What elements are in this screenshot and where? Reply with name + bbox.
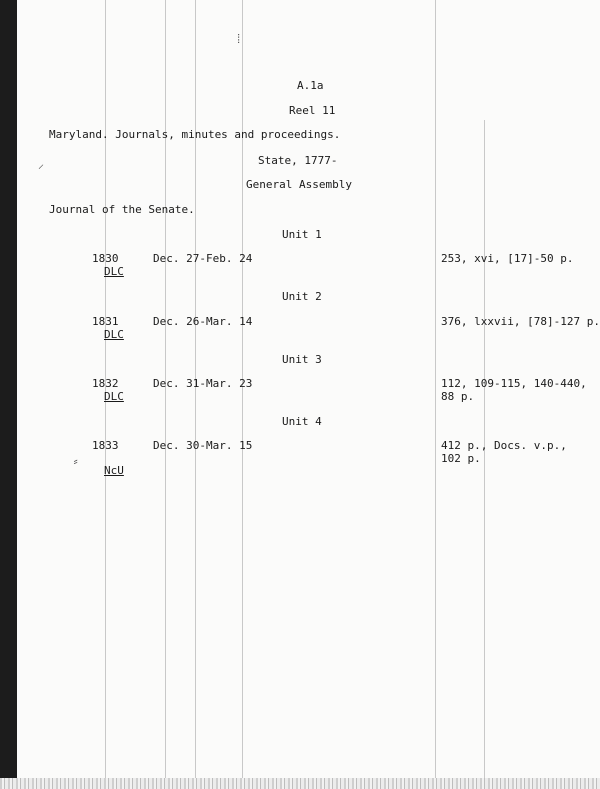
unit-label: Unit 1 xyxy=(282,228,322,241)
library-code: NcU xyxy=(104,464,124,477)
film-edge-bottom xyxy=(0,778,600,789)
catalog-code: A.1a xyxy=(297,79,324,92)
body-heading: General Assembly xyxy=(246,178,352,191)
unit-year: 1831 xyxy=(92,315,119,328)
unit-year: 1832 xyxy=(92,377,119,390)
film-edge-left xyxy=(0,0,17,789)
unit-year: 1833 xyxy=(92,439,119,452)
unit-dates: Dec. 30-Mar. 15 xyxy=(153,439,253,452)
scan-line xyxy=(484,120,485,789)
unit-label: Unit 3 xyxy=(282,353,322,366)
unit-extent-continued: 88 p. xyxy=(441,390,475,403)
reel-number: Reel 11 xyxy=(289,104,336,117)
unit-year: 1830 xyxy=(92,252,119,265)
film-speck-mark: ⸝ xyxy=(38,157,45,171)
scan-line xyxy=(195,0,196,789)
unit-dates: Dec. 27-Feb. 24 xyxy=(153,252,253,265)
unit-extent: 412 p., Docs. v.p., xyxy=(441,439,567,452)
unit-extent: 112, 109-115, 140-440, xyxy=(441,377,587,390)
film-speck-mark: ⁞ xyxy=(235,32,243,46)
unit-dates: Dec. 31-Mar. 23 xyxy=(153,377,253,390)
series-heading: Journal of the Senate. xyxy=(49,203,195,216)
document-title: Maryland. Journals, minutes and proceedings. xyxy=(49,128,341,141)
unit-label: Unit 4 xyxy=(282,415,322,428)
film-speck-mark: ⸗ xyxy=(72,454,80,468)
unit-label: Unit 2 xyxy=(282,290,322,303)
state-heading: State, 1777- xyxy=(258,154,338,167)
unit-dates: Dec. 26-Mar. 14 xyxy=(153,315,253,328)
scan-line xyxy=(165,0,166,789)
library-code: DLC xyxy=(104,390,124,403)
scan-line xyxy=(242,0,243,789)
unit-extent: 376, lxxvii, [78]-127 p. xyxy=(441,315,600,328)
library-code: DLC xyxy=(104,265,124,278)
library-code: DLC xyxy=(104,328,124,341)
unit-extent: 253, xvi, [17]-50 p. xyxy=(441,252,574,265)
unit-extent-continued: 102 p. xyxy=(441,452,481,465)
scan-line xyxy=(435,0,436,789)
